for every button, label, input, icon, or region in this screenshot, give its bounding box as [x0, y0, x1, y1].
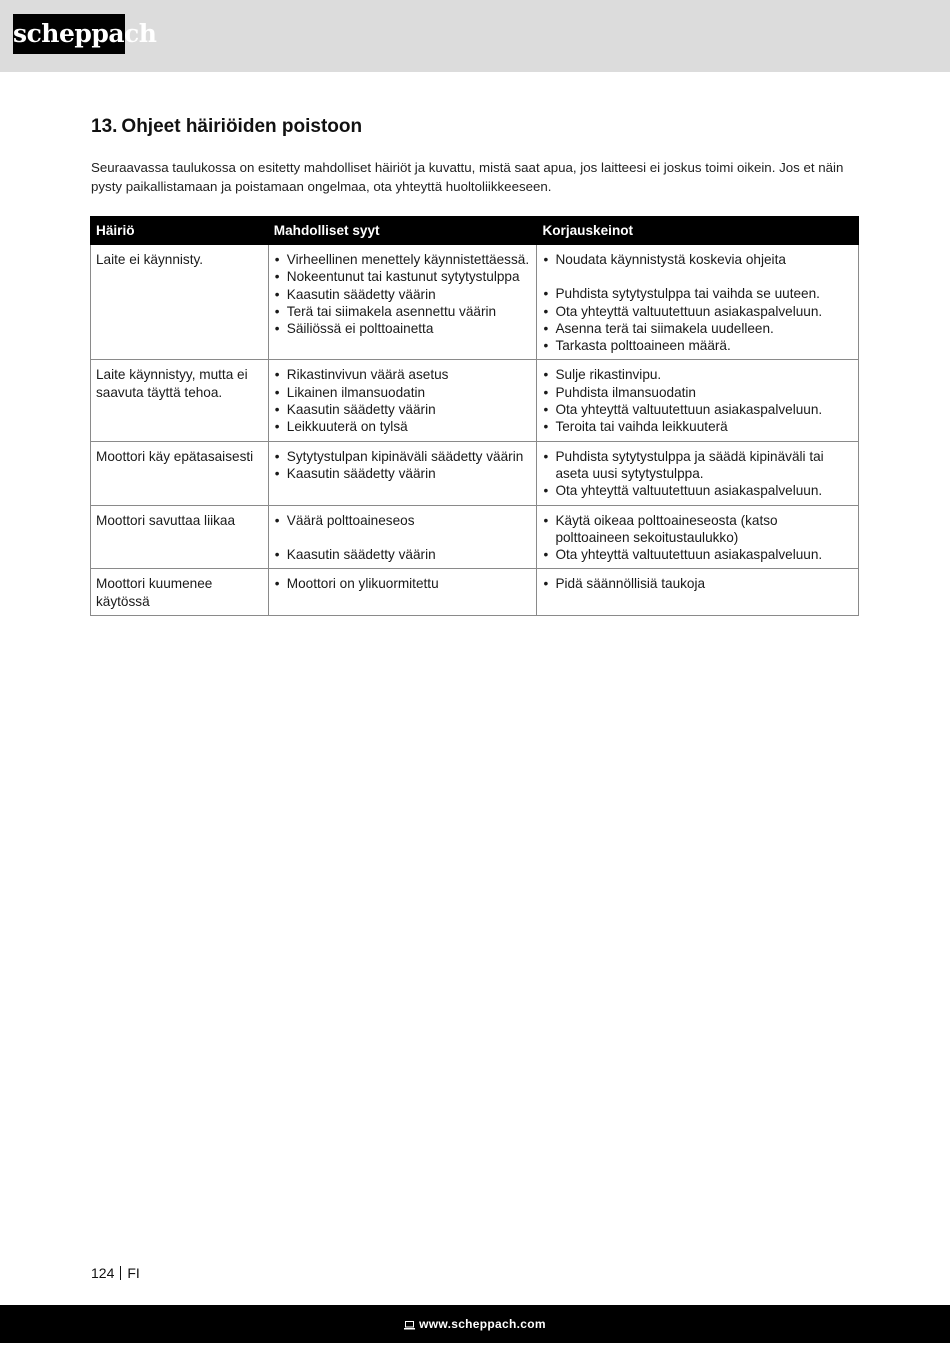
list-item: • Ota yhteyttä valtuutettuun asiakaspalveluun.: [542, 546, 853, 563]
list-item: • Kaasutin säädetty väärin: [274, 465, 532, 482]
causes-cell: [268, 569, 537, 616]
list-item: • Väärä polttoaineseos: [274, 512, 532, 529]
website-link[interactable]: www.scheppach.com: [419, 1317, 546, 1331]
laptop-icon: [404, 1307, 415, 1345]
remedies-cell: [537, 245, 859, 360]
header-remedies: Korjauskeinot: [537, 217, 859, 245]
list-item: • Terä tai siimakela asennettu väärin: [274, 303, 532, 320]
page-separator: [120, 1266, 121, 1280]
list-item: • Likainen ilmansuodatin: [274, 384, 532, 401]
table-row: [91, 360, 859, 441]
remedies-cell: [537, 505, 859, 569]
header-bar: [0, 0, 950, 72]
table-row: [91, 441, 859, 505]
troubleshooting-table: [90, 216, 859, 616]
intro-paragraph: Seuraavassa taulukossa on esitetty mahdolliset häiriöt ja kuvattu, mistä saat apua, jos laitteesi ei joskus toimi oikein. Jos et näin pysty paikallistamaan ja poistamaan ongelmaa, ota yhteyttä huoltoliikkeeseen.: [91, 160, 844, 194]
list-item: • Puhdista ilmansuodatin: [542, 384, 853, 401]
causes-cell: [268, 245, 537, 360]
footer-bar: [0, 1305, 950, 1343]
list-item: • Moottori on ylikuormitettu: [274, 575, 532, 592]
list-item: • Noudata käynnistystä koskevia ohjeita: [542, 251, 853, 268]
table-row: [91, 569, 859, 616]
page-number-value: 124: [91, 1265, 115, 1281]
causes-cell: [268, 505, 537, 569]
table-row: [91, 505, 859, 569]
section-number: 13.: [91, 116, 118, 137]
header-causes: Mahdolliset syyt: [268, 217, 537, 245]
list-item: • Nokeentunut tai kastunut sytytystulppa: [274, 268, 532, 285]
fault-cell: Laite ei käynnisty.: [91, 245, 269, 360]
list-item: • Ota yhteyttä valtuutettuun asiakaspalveluun.: [542, 303, 853, 320]
list-item: • Tarkasta polttoaineen määrä.: [542, 337, 853, 354]
list-item: • Asenna terä tai siimakela uudelleen.: [542, 320, 853, 337]
section-heading: [91, 116, 362, 138]
list-item: • Kaasutin säädetty väärin: [274, 286, 532, 303]
section-title: Ohjeet häiriöiden poistoon: [121, 116, 363, 137]
causes-cell: [268, 360, 537, 441]
list-item: • Puhdista sytytystulppa ja säädä kipinäväli tai aseta uusi sytytystulppa.: [542, 448, 853, 483]
list-item: • Ota yhteyttä valtuutettuun asiakaspalveluun.: [542, 482, 853, 499]
list-item: • Pidä säännöllisiä taukoja: [542, 575, 853, 592]
remedies-cell: [537, 441, 859, 505]
remedies-cell: [537, 569, 859, 616]
fault-cell: Moottori käy epätasaisesti: [91, 441, 269, 505]
remedies-cell: [537, 360, 859, 441]
table-header-row: [91, 217, 859, 245]
list-item: • Kaasutin säädetty väärin: [274, 401, 532, 418]
list-item: • Sulje rikastinvipu.: [542, 366, 853, 383]
list-item: • Sytytystulpan kipinäväli säädetty väärin: [274, 448, 532, 465]
list-item: • Virheellinen menettely käynnistettäessä.: [274, 251, 532, 268]
fault-cell: Moottori kuumenee käytössä: [91, 569, 269, 616]
causes-cell: [268, 441, 537, 505]
list-item: • Kaasutin säädetty väärin: [274, 546, 532, 563]
table-row: [91, 245, 859, 360]
page-language: FI: [127, 1265, 140, 1281]
list-item: • Leikkuuterä on tylsä: [274, 418, 532, 435]
list-item: • Teroita tai vaihda leikkuuterä: [542, 418, 853, 435]
list-item: • Puhdista sytytystulppa tai vaihda se uuteen.: [542, 285, 853, 302]
list-item: • Ota yhteyttä valtuutettuun asiakaspalveluun.: [542, 401, 853, 418]
list-item: • Säiliössä ei polttoainetta: [274, 320, 532, 337]
brand-logo: scheppach: [13, 14, 125, 54]
list-item: • Rikastinvivun väärä asetus: [274, 366, 532, 383]
page-number: [91, 1265, 140, 1281]
header-fault: Häiriö: [91, 217, 269, 245]
list-item: • Käytä oikeaa polttoaineseosta (katso polttoaineen sekoitustaulukko): [542, 512, 853, 547]
fault-cell: Moottori savuttaa liikaa: [91, 505, 269, 569]
fault-cell: Laite käynnistyy, mutta ei saavuta täyttä tehoa.: [91, 360, 269, 441]
